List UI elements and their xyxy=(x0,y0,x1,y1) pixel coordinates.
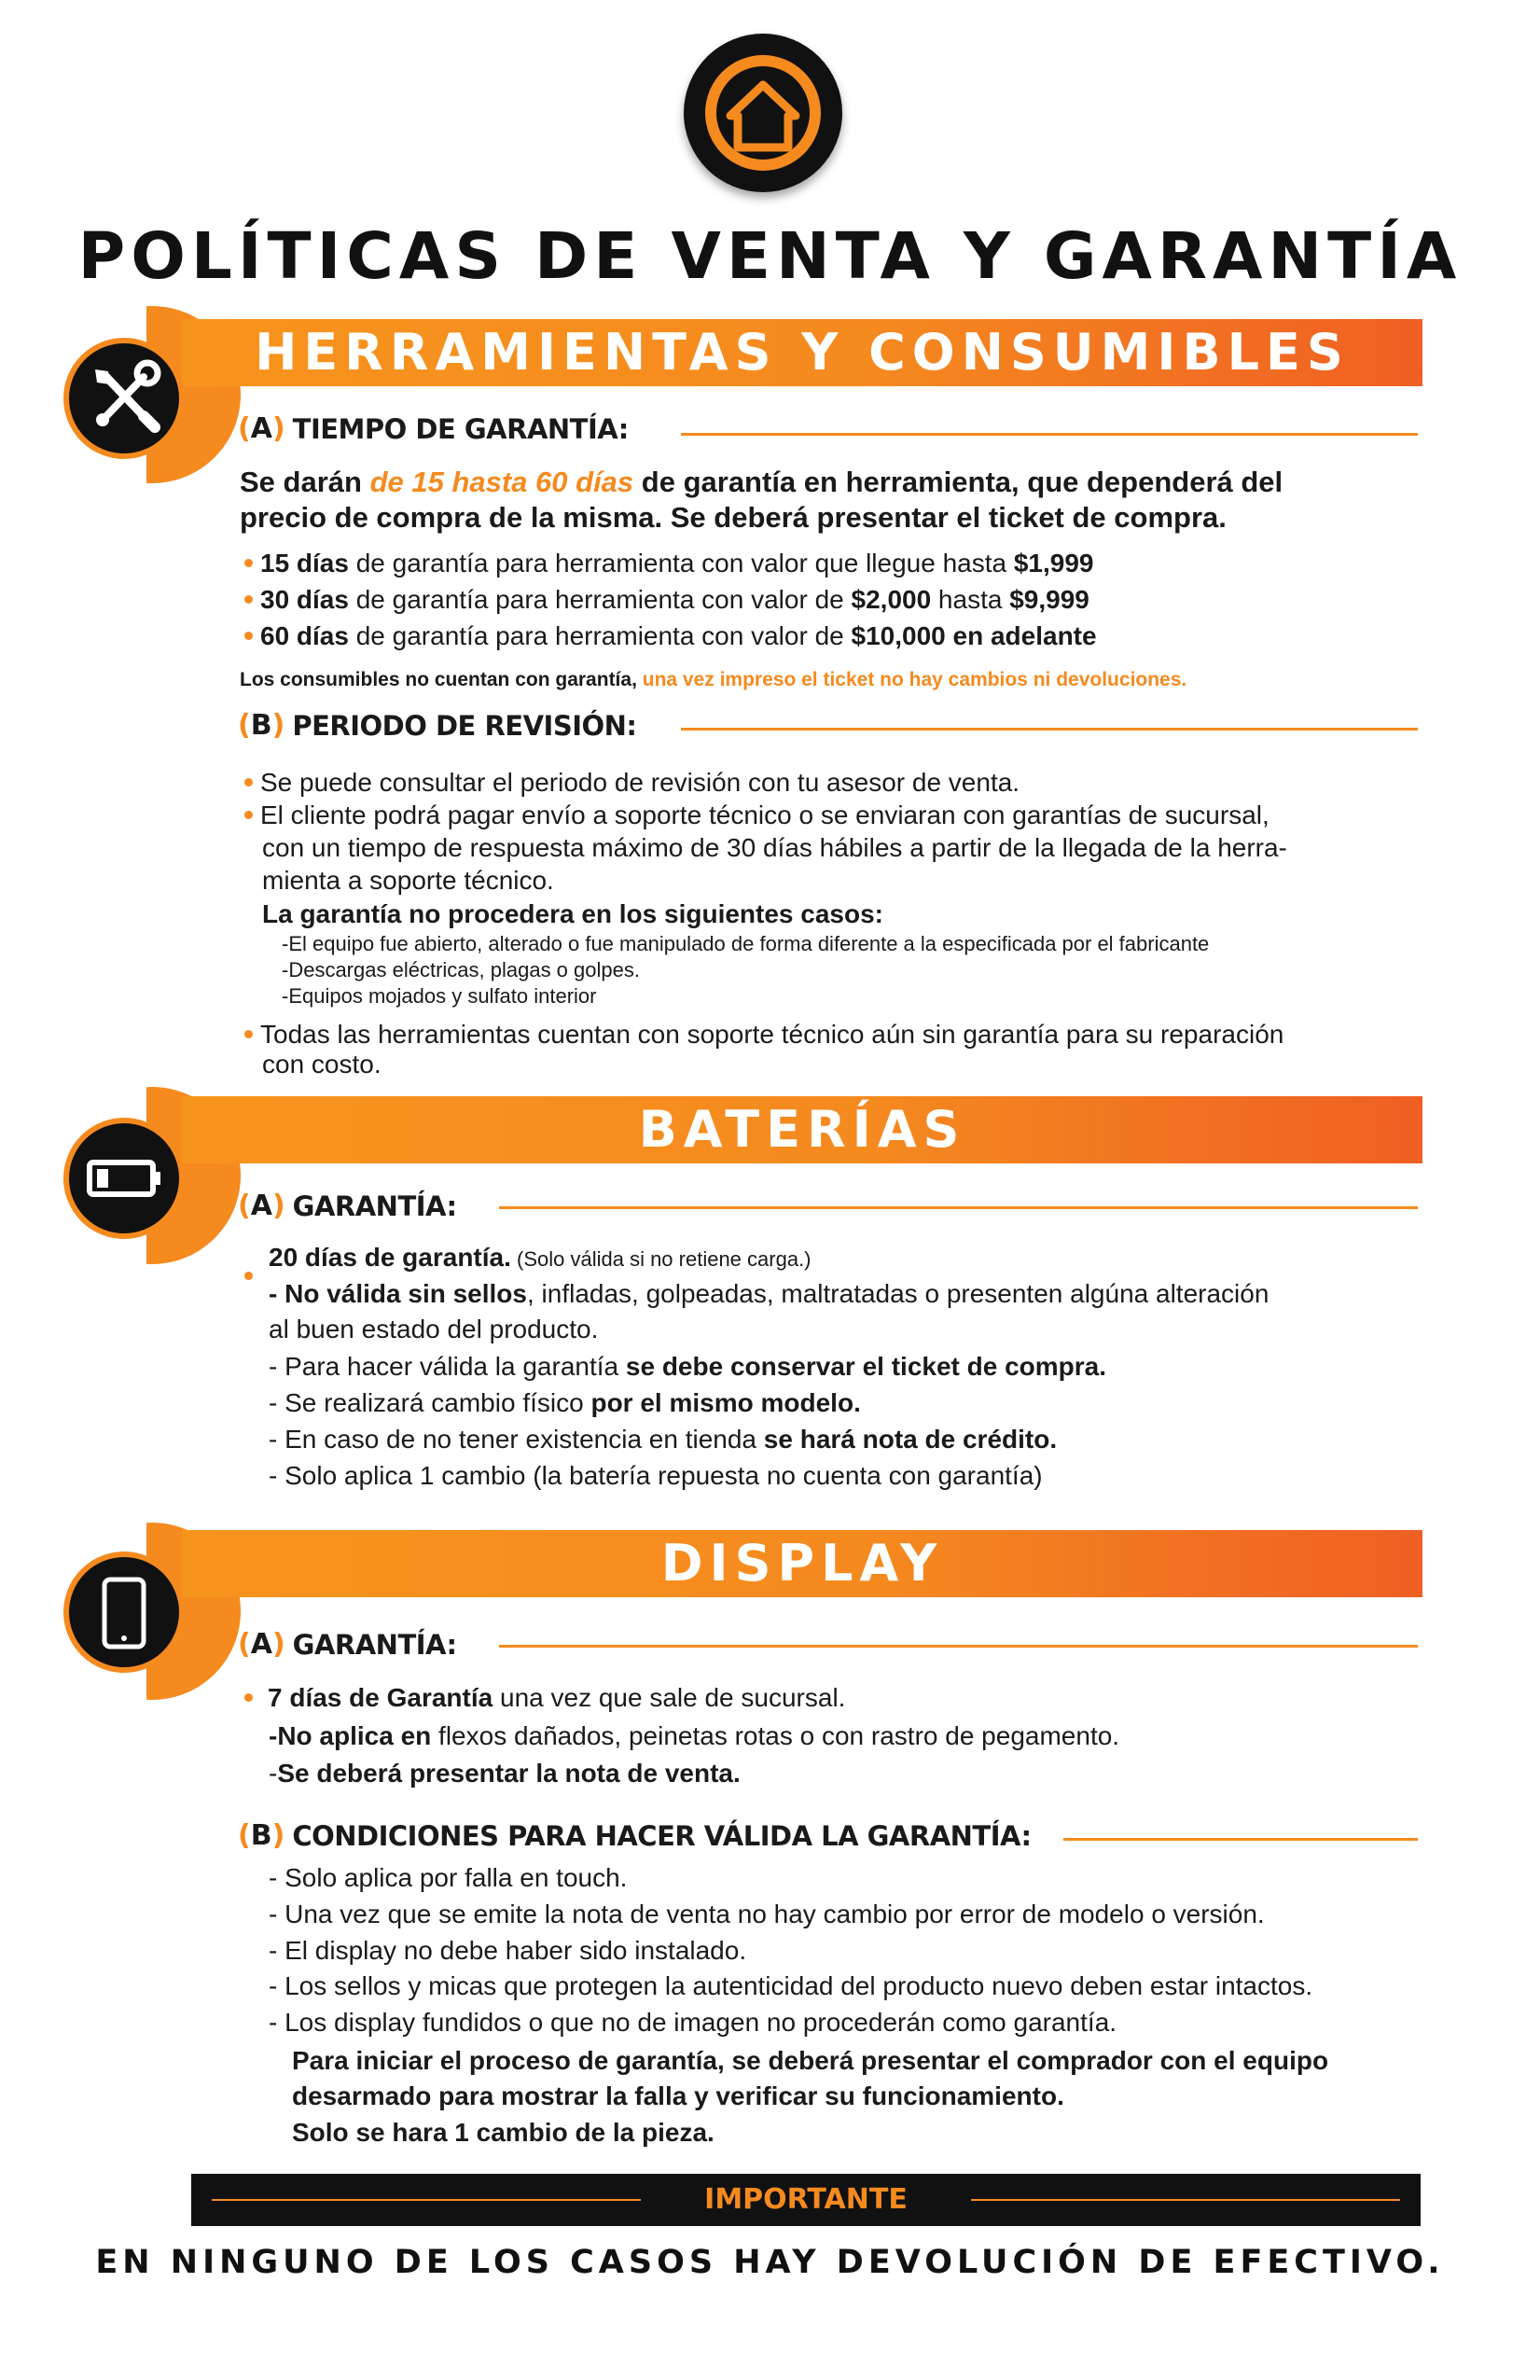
page-title: POLÍTICAS DE VENTA Y GARANTÍA xyxy=(77,219,1463,294)
display-title: DISPLAY xyxy=(660,1534,944,1593)
batteries-line7: - Solo aplica 1 cambio (la batería repuesta no cuenta con garantía) xyxy=(269,1461,1043,1490)
tools-bullet-15: 15 días de garantía para herramienta con valor que llegue hasta $1,999 xyxy=(244,546,1094,581)
tools-exception-3: -Equipos mojados y sulfato interior xyxy=(282,984,597,1008)
important-label: IMPORTANTE xyxy=(704,2183,908,2216)
tools-b-p3-line1: Todas las herramientas cuentan con soporte técnico aún sin garantía para su reparación xyxy=(244,1017,1283,1052)
tools-bullet-60: 60 días de garantía para herramienta con valor de $10,000 en adelante xyxy=(244,619,1097,654)
display-closing-1: Para iniciar el proceso de garantía, se deberá presentar el comprador con el equipo xyxy=(292,2046,1329,2075)
tools-a-heading: (A) TIEMPO DE GARANTÍA: xyxy=(238,412,629,445)
batteries-line1: 20 días de garantía. (Solo válida si no retiene carga.) xyxy=(269,1243,812,1272)
display-cond-2: - Una vez que se emite la nota de venta no hay cambio por error de modelo o versión. xyxy=(269,1900,1265,1928)
display-a-line1: 7 días de Garantía una vez que sale de sucursal. xyxy=(244,1680,845,1716)
logo xyxy=(684,34,842,192)
tools-title: HERRAMIENTAS Y CONSUMIBLES xyxy=(255,323,1350,382)
display-closing-3: Solo se hara 1 cambio de la pieza. xyxy=(292,2118,715,2147)
tools-intro-line2: precio de compra de la misma. Se deberá presentar el ticket de compra. xyxy=(240,501,1227,534)
tools-exception-1: -El equipo fue abierto, alterado o fue manipulado de forma diferente a la especificada por el fabricante xyxy=(282,932,1210,955)
tools-icon-circle xyxy=(63,338,185,459)
batteries-line4: - Para hacer válida la garantía se debe conservar el ticket de compra. xyxy=(269,1352,1107,1381)
tools-b-p2-line3: mienta a soporte técnico. xyxy=(262,866,554,895)
batteries-icon-circle xyxy=(63,1118,185,1239)
important-bar xyxy=(191,2174,1421,2226)
batteries-line3: al buen estado del producto. xyxy=(269,1315,599,1343)
tools-b-heading: (B) PERIODO DE REVISIÓN: xyxy=(238,709,637,742)
display-a-rule xyxy=(499,1645,1418,1648)
tools-b-p2-line1: El cliente podrá pagar envío a soporte técnico o se enviaran con garantías de sucursal, xyxy=(244,798,1269,833)
tools-consumables-note: Los consumibles no cuentan con garantía, una vez impreso el ticket no hay cambios ni devoluciones. xyxy=(240,669,1187,690)
batteries-bullet-dot xyxy=(244,1272,253,1280)
batteries-title: BATERÍAS xyxy=(638,1100,966,1159)
display-b-rule xyxy=(1063,1838,1418,1841)
tools-exception-2: -Descargas eléctricas, plagas o golpes. xyxy=(282,958,640,981)
display-a-line2: -No aplica en flexos dañados, peinetas rotas o con rastro de pegamento. xyxy=(269,1721,1120,1750)
batteries-line5: - Se realizará cambio físico por el mismo modelo. xyxy=(269,1388,861,1417)
display-icon-circle xyxy=(63,1552,185,1673)
batteries-line2: - No válida sin sellos, infladas, golpeadas, maltratadas o presenten algúna alteración xyxy=(269,1279,1269,1308)
tools-exceptions-title: La garantía no procedera en los siguientes casos: xyxy=(262,899,883,928)
display-cond-4: - Los sellos y micas que protegen la autenticidad del producto nuevo deben estar intactos. xyxy=(269,1971,1313,2000)
tools-a-rule xyxy=(681,433,1418,436)
house-icon xyxy=(684,34,842,192)
tools-icon xyxy=(69,343,179,453)
tools-bullet-30: 30 días de garantía para herramienta con valor de $2,000 hasta $9,999 xyxy=(244,582,1089,618)
tools-b-p2-line2: con un tiempo de respuesta máximo de 30 días hábiles a partir de la llegada de la herra- xyxy=(262,833,1287,862)
display-cond-1: - Solo aplica por falla en touch. xyxy=(269,1863,628,1892)
display-closing-2: desarmado para mostrar la falla y verificar su funcionamiento. xyxy=(292,2081,1064,2110)
batteries-line6: - En caso de no tener existencia en tienda se hará nota de crédito. xyxy=(269,1425,1058,1454)
tools-b-rule xyxy=(681,728,1418,731)
battery-icon xyxy=(69,1123,179,1233)
display-cond-5: - Los display fundidos o que no de imagen no procederán como garantía. xyxy=(269,2008,1117,2037)
phone-icon xyxy=(69,1557,179,1667)
tools-b-p3-line2: con costo. xyxy=(262,1050,382,1079)
display-b-heading: (B) CONDICIONES PARA HACER VÁLIDA LA GARANTÍA: xyxy=(238,1819,1032,1852)
batteries-a-heading: (A) GARANTÍA: xyxy=(238,1190,457,1222)
display-a-line3: -Se deberá presentar la nota de venta. xyxy=(269,1759,741,1788)
tools-b-p1: Se puede consultar el periodo de revisión con tu asesor de venta. xyxy=(244,765,1020,800)
tools-intro-line1: Se darán de 15 hasta 60 días de garantía en herramienta, que dependerá del xyxy=(240,466,1283,498)
footer-notice: EN NINGUNO DE LOS CASOS HAY DEVOLUCIÓN DE EFECTIVO. xyxy=(95,2244,1445,2281)
display-a-heading: (A) GARANTÍA: xyxy=(238,1628,457,1661)
display-cond-3: - El display no debe haber sido instalado. xyxy=(269,1936,747,1965)
batteries-a-rule xyxy=(499,1206,1418,1209)
